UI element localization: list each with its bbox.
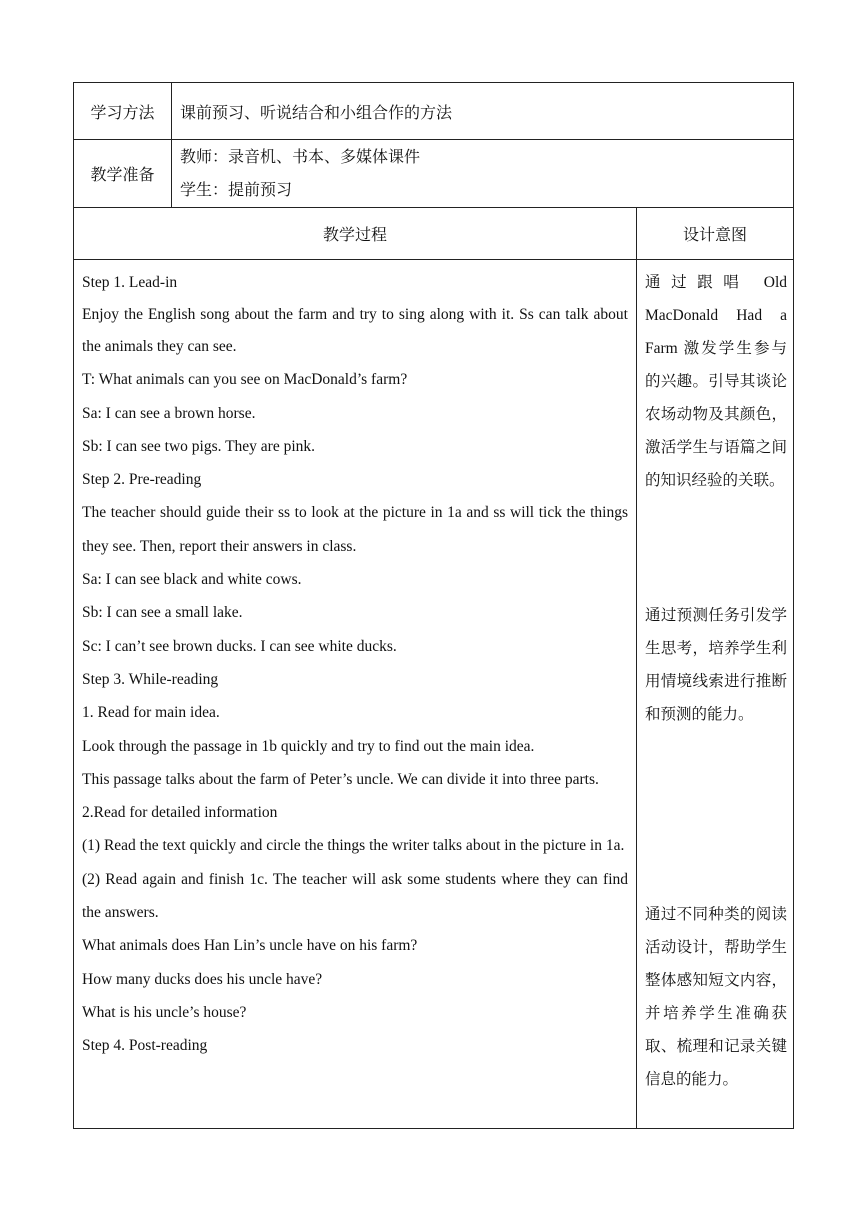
method-value: 课前预习、听说结合和小组合作的方法 [172, 83, 794, 140]
process-line: 1. Read for main idea. [82, 704, 220, 722]
process-line: Sb: I can see a small lake. [82, 604, 243, 622]
process-line: The teacher should guide their ss to look at the picture in 1a and ss will tick the things they see. Then, report their answers in class. [82, 504, 628, 555]
preparation-value [172, 140, 794, 208]
process-cell [74, 260, 637, 1129]
process-line: Enjoy the English song about the farm and try to sing along with it. Ss can talk about the animals they can see. [82, 306, 628, 356]
process-line: How many ducks does his uncle have? [82, 970, 323, 988]
process-line: Step 2. Pre-reading [82, 471, 202, 489]
header-row [74, 208, 794, 260]
content-row [74, 260, 794, 1129]
process-header: 教学过程 [74, 208, 637, 260]
process-line: (2) Read again and finish 1c. The teacher will ask some students where they can find the answers. [82, 870, 628, 922]
preparation-teacher: 教师：录音机、书本、多媒体课件 [180, 148, 421, 166]
process-line: Sa: I can see a brown horse. [82, 404, 256, 422]
process-line: What is his uncle’s house? [82, 1003, 247, 1021]
intent-cell [637, 260, 794, 1129]
process-line: Sc: I can’t see brown ducks. I can see white ducks. [82, 637, 397, 655]
process-line: Step 1. Lead-in [82, 274, 178, 291]
process-line: Sa: I can see black and white cows. [82, 571, 302, 589]
preparation-row [74, 140, 794, 208]
intent-block-while-reading: 通过不同种类的阅读活动设计，帮助学生整体感知短文内容，并培养学生准确获取、梳理和记录关键信息的能力。 [645, 906, 788, 1088]
preparation-student: 学生：提前预习 [180, 181, 293, 199]
method-label: 学习方法 [74, 83, 172, 140]
process-line: (1) Read the text quickly and circle the things the writer talks about in the picture in 1a. [82, 837, 625, 855]
process-line: What animals does Han Lin’s uncle have on his farm? [82, 937, 418, 955]
method-row [74, 83, 794, 140]
process-line: Sb: I can see two pigs. They are pink. [82, 437, 316, 455]
process-line: This passage talks about the farm of Peter’s uncle. We can divide it into three parts. [82, 770, 599, 788]
process-line: Look through the passage in 1b quickly and try to find out the main idea. [82, 737, 535, 755]
intent-header: 设计意图 [637, 208, 794, 260]
process-line: Step 4. Post-reading [82, 1037, 208, 1055]
intent-block-pre-reading: 通过预测任务引发学生思考，培养学生利用情境线索进行推断和预测的能力。 [645, 607, 788, 723]
preparation-label: 教学准备 [74, 140, 172, 208]
process-line: Step 3. While-reading [82, 670, 219, 688]
lesson-plan-table [73, 82, 794, 1129]
intent-block-lead-in: 通过跟唱 Old MacDonald Had a Farm 激发学生参与的兴趣。引导其谈论农场动物及其颜色，激活学生与语篇之间的知识经验的关联。 [645, 274, 788, 489]
process-line: 2.Read for detailed information [82, 804, 278, 822]
process-line: T: What animals can you see on MacDonald’s farm? [82, 371, 408, 389]
lesson-plan-page [73, 82, 793, 1129]
